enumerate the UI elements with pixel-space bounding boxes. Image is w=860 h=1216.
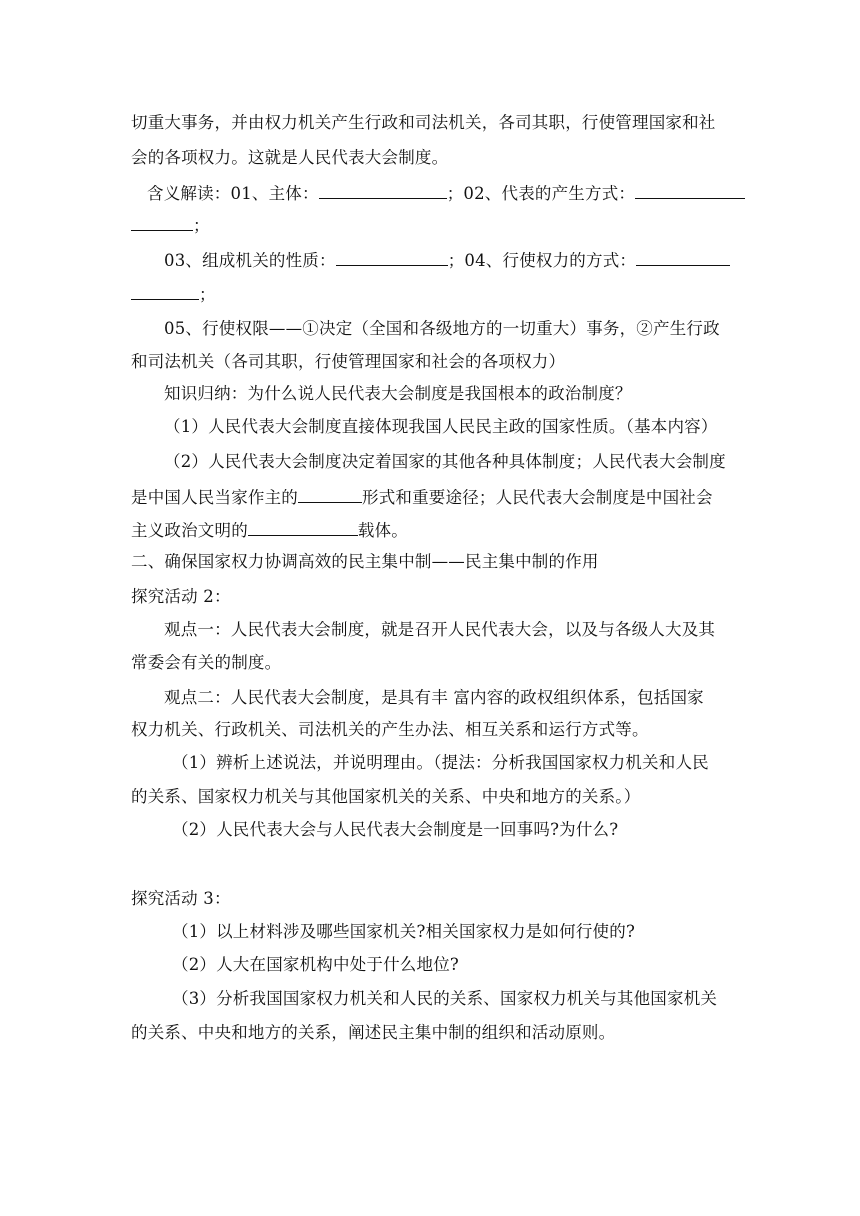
org-line-cont [131, 282, 216, 307]
viewpoint-line: 观点二：人民代表大会制度，是具有丰 富内容的政权组织体系，包括国家 [164, 688, 704, 707]
paragraph-line: 会的各项权力。这就是人民代表大会制度。 [131, 148, 449, 167]
question-line: （2）人民代表大会与人民代表大会制度是一回事吗?为什么? [172, 820, 619, 839]
reason-item-cont [131, 518, 408, 543]
paragraph-line: 和司法机关（各司其职，行使管理国家和社会的各项权力） [131, 352, 566, 371]
reason-item: （1）人民代表大会制度直接体现我国人民民主政的国家性质。（基本内容） [164, 417, 718, 436]
blank-representative-method[interactable] [635, 181, 745, 199]
meaning-end: ； [193, 216, 210, 235]
induction-heading: 知识归纳：为什么说人民代表大会制度是我国根本的政治制度？ [164, 384, 632, 403]
blank-org-nature[interactable] [336, 248, 448, 266]
meaning-mid-label: ；02、代表的产生方式： [446, 184, 636, 203]
reason-text: 是中国人民当家作主的 [131, 488, 298, 507]
section-heading: 二、确保国家权力协调高效的民主集中制——民主集中制的作用 [131, 552, 599, 571]
blank-subject[interactable] [319, 181, 447, 199]
reason-text: 主义政治文明的 [131, 521, 248, 540]
viewpoint-line: 常委会有关的制度。 [131, 653, 282, 672]
question-line: （3）分析我国国家权力机关和人民的关系、国家权力机关与其他国家机关 [172, 989, 718, 1008]
meaning-line [147, 181, 745, 206]
org-mid-label: ；04、行使权力的方式： [447, 251, 637, 270]
org-label: 03、组成机关的性质： [164, 251, 336, 270]
question-line: （2）人大在国家机构中处于什么地位? [172, 955, 459, 974]
question-line: 的关系、中央和地方的关系，阐述民主集中制的组织和活动原则。 [131, 1023, 616, 1042]
viewpoint-line: 观点一：人民代表大会制度，就是召开人民代表大会，以及与各级人大及其 [164, 620, 716, 639]
reason-item: （2）人民代表大会制度决定着国家的其他各种具体制度；人民代表大会制度 [164, 452, 726, 471]
paragraph-line: 05、行使权限——①决定（全国和各级地方的一切重大）事务，②产生行政 [164, 319, 720, 338]
blank-main-form[interactable] [298, 485, 362, 503]
reason-text: 载体。 [357, 521, 409, 540]
meaning-line-cont [131, 213, 210, 238]
question-line: （1）以上材料涉及哪些国家机关?相关国家权力是如何行使的? [172, 922, 635, 941]
reason-item-cont [131, 485, 713, 510]
meaning-label: 含义解读：01、主体： [147, 184, 319, 203]
paragraph-line: 切重大事务，并由权力机关产生行政和司法机关，各司其职，行使管理国家和社 [131, 113, 716, 132]
question-line: （1）辨析上述说法，并说明理由。（提法：分析我国国家权力机关和人民 [172, 753, 709, 772]
question-line: 的关系、国家权力机关与其他国家机关的关系、中央和地方的关系。） [131, 787, 641, 806]
reason-text: 形式和重要途径；人民代表大会制度是中国社会 [362, 488, 713, 507]
org-end: ； [199, 285, 216, 304]
viewpoint-line: 权力机关、行政机关、司法机关的产生办法、相互关系和运行方式等。 [131, 720, 649, 739]
blank-carrier[interactable] [248, 518, 358, 536]
org-line [164, 248, 730, 273]
activity-heading: 探究活动 3： [131, 889, 231, 908]
activity-heading: 探究活动 2： [131, 587, 231, 606]
blank-power-method-cont[interactable] [131, 282, 199, 300]
blank-representative-method-cont[interactable] [131, 213, 193, 231]
blank-power-method[interactable] [636, 248, 730, 266]
